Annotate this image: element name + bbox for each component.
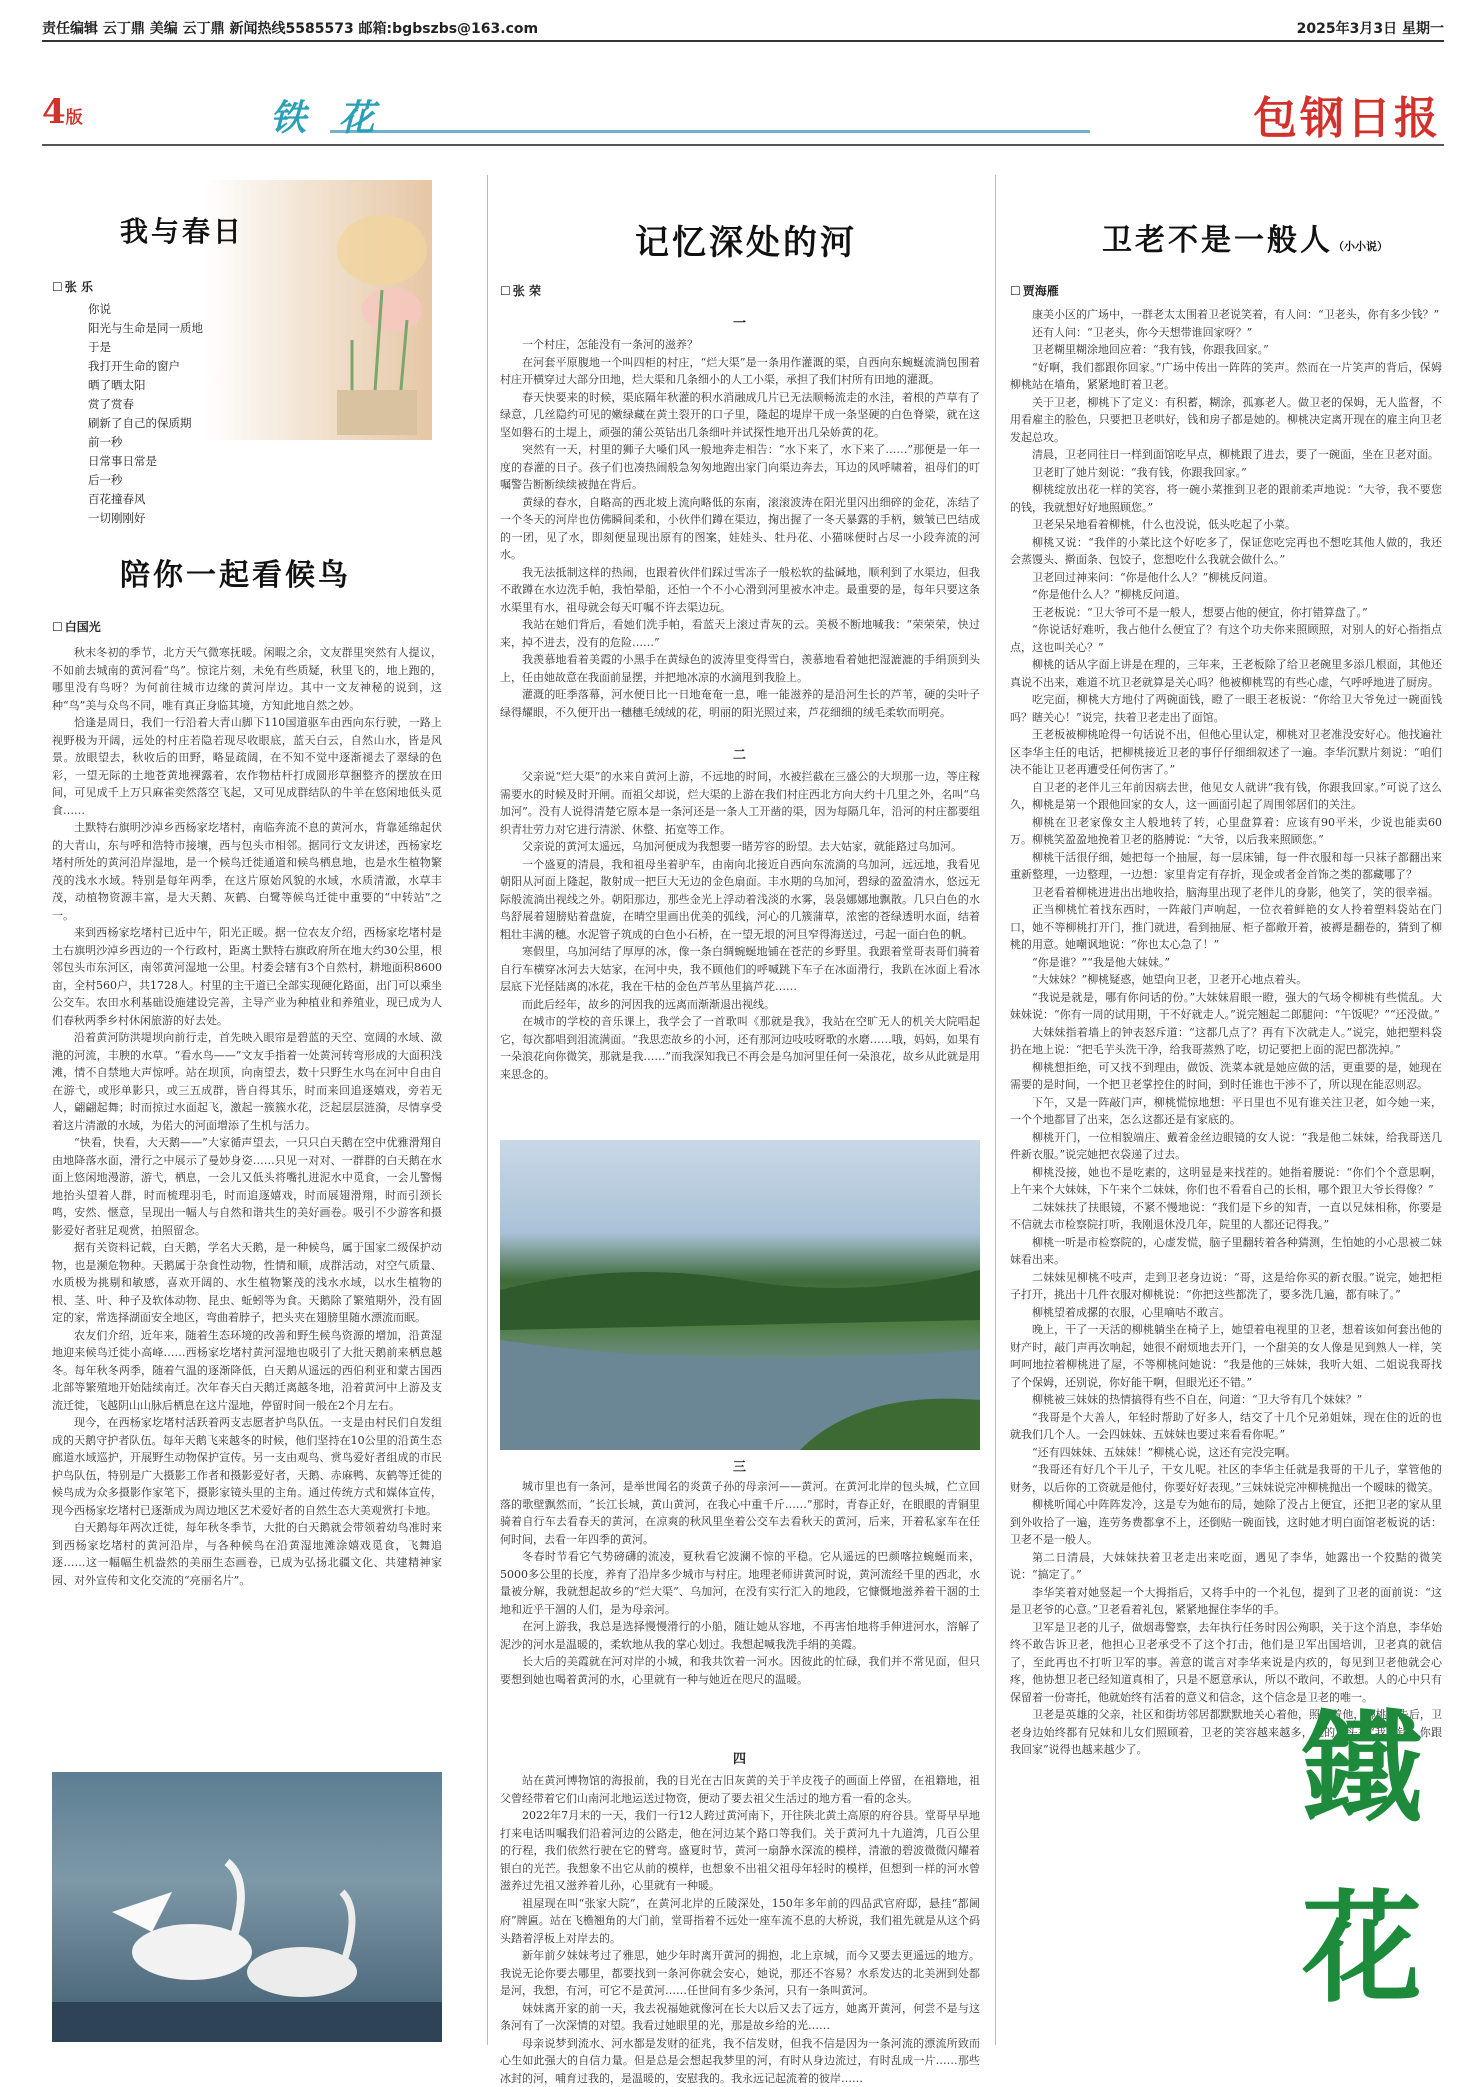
- wei-paragraph: 二妹妹扶了扶眼镜，不紧不慢地说：“我们是下乡的知青，一直以兄妹相称，你要是不信就去市检察院打听，我刚退休没几年，院里的人都还记得我。”: [1010, 1199, 1442, 1234]
- wei-paragraph: 柳桃干活很仔细，她把每一个抽屉，每一层床铺，每一件衣服和每一只袜子都翻出来重新整理，一边整理，一边想：家里肯定有存折，现金或者金首饰之类的都藏哪了？: [1010, 849, 1442, 884]
- wei-paragraph: 柳桃一听是市检察院的，心虚发慌，脑子里翻转着各种猜测，生怕她的小心思被二妹妹看出来。: [1010, 1234, 1442, 1269]
- wei-paragraph: 王老板说：“卫大爷可不是一般人，想要占他的便宜，你打错算盘了。”: [1010, 604, 1442, 622]
- wei-paragraph: 柳桃听闻心中阵阵发冷，这是专为她布的局，她除了没占上便宜，还把卫老的家从里到外收拾了一遍，连劳务费都拿不上，还倒贴一碗面钱，这时她才明白面馆老板说的话：卫老不是一般人。: [1010, 1496, 1442, 1549]
- swans-image: [52, 1772, 442, 2042]
- river-section-3-number: 三: [733, 1456, 746, 1475]
- wei-paragraph: 柳桃绽放出花一样的笑容，将一碗小菜推到卫老的跟前柔声地说：“大爷，我不要您的钱，我就想好好地照顾您。”: [1010, 481, 1442, 516]
- column-divider: [487, 175, 488, 2045]
- calligraphy-artwork: [1282, 1670, 1442, 2040]
- page-number-value: 4: [42, 92, 66, 132]
- wei-paragraph: 康美小区的广场中，一群老太太围着卫老说笑着，有人问：“卫老头，你有多少钱？”: [1010, 306, 1442, 324]
- poem-line: 你说: [88, 300, 203, 319]
- river-section-2-number: 二: [733, 744, 746, 763]
- wei-paragraph: 王老板被柳桃呛得一句话说不出，但他心里认定，柳桃对卫老准没安好心。他找遍社区李华主任的电话，把柳桃接近卫老的事仔仔细细叙述了一遍。李华沉默片刻说：“咱们决不能让卫老再遭受任何伤害了。”: [1010, 726, 1442, 779]
- wei-paragraph: 柳桃在卫老家像女主人般地转了转，心里盘算着：应该有90平米，少说也能卖60万。柳桃笑盈盈地挽着卫老的胳膊说：“大爷，以后我来照顾您。”: [1010, 814, 1442, 849]
- wei-title: [1102, 215, 1388, 259]
- poem-line: 我打开生命的窗户: [88, 357, 203, 376]
- river-paragraph: 春天快要来的时候，渠底隔年秋灌的积水消融成几片已无法顺畅流走的水洼，着根的芦草有了绿意，几丝隐约可见的嫩绿藏在黄土裂开的口子里，隆起的堤岸干成一条坚硬的白色脊梁，就在这坚如磐石的土堤上，顽强的蒲公英钻出几条细叶并试探性地开出几朵娇黄的花。: [500, 389, 980, 442]
- swans-illustration: [52, 1772, 442, 2042]
- page-number-unit: 版: [66, 108, 83, 128]
- spring-poem: [88, 300, 203, 528]
- wei-paragraph: 自卫老的老伴儿三年前因病去世，他见女人就讲“我有钱，你跟我回家。”可说了这么久，柳桃是第一个跟他回家的女人，这一画面引起了周围邻居们的关注。: [1010, 779, 1442, 814]
- river-paragraph: 寒假里，乌加河结了厚厚的冰，像一条白绸蜿蜒地铺在苍茫的乡野里。我跟着堂哥表哥们骑着自行车横穿冰河去大姑家，在河中央，我不顾他们的呼喊跳下车子在冰面滑行，我趴在冰面上看冰层底下光怪陆离的冰花，我在干枯的金色芦苇丛里搞芦花……: [500, 943, 980, 996]
- birds-paragraph: 恰逢是周日，我们一行沿着大青山脚下110国道驱车由西向东行驶，一路上视野极为开阔，远处的村庄若隐若现尽收眼底，蓝天白云，自然山水，皆是风景。放眼望去，秋收后的田野，略显疏阔，在不知不觉中逐渐褪去了翠绿的色彩，一望无际的土地苍黄地裸露着，农作物枯杆打成圆形草捆整齐的摆放在田间，可见成千上万只麻雀奕然落空飞起，又可见成群结队的牛羊在悠闲地低头觅食……: [52, 714, 442, 819]
- river-section-2-body: [500, 768, 980, 1128]
- section-rule: [330, 130, 1090, 133]
- wei-title-text: 卫老不是一般人: [1102, 223, 1333, 258]
- wei-paragraph: “我哥是个大善人，年轻时帮助了好多人，结交了十几个兄弟姐妹，现在住的近的也就我们几个人。一会四妹妹、五妹妹也要过来看看你呢。”: [1010, 1409, 1442, 1444]
- wei-paragraph: “你说话好难听，我占他什么便宜了？有这个功夫你来照顾照，对别人的好心指指点点，这也叫关心？”: [1010, 621, 1442, 656]
- birds-paragraph: “快看，快看，大天鹅——”大家循声望去，一只只白天鹅在空中优雅滑翔自由地降落水面，滑行之中展示了曼妙身姿……只见一对对、一群群的白天鹅在水面上悠闲地漫游，游弋，栖息，一会儿又低头将嘴扎进泥水中觅食，一会儿警惕地抬头望着人群，时而梳理羽毛，时而追逐嬉戏，时而展翅滑翔，时而引颈长鸣，安然、惬意，呈现出一幅人与自然和谐共生的美好画卷。吸引不少游客和摄影爱好者驻足观赏，拍照留念。: [52, 1134, 442, 1239]
- wei-paragraph: 关于卫老，柳桃下了定义：有积蓄，糊涂，孤寡老人。做卫老的保姆，无人监督，不用看雇主的脸色，只要把卫老哄好，钱和房子都是她的。柳桃决定离开现在的雇主向卫老发起总攻。: [1010, 394, 1442, 447]
- column-divider: [995, 175, 996, 2045]
- wei-paragraph: “我说是就是，哪有你问话的份。”大妹妹眉眼一瞪，强大的气场令柳桃有些慌乱。大妹妹说：“你有一周的试用期，干不好就走人。”说完翘起二郎腿问：“午饭呢？”“还没做。”: [1010, 989, 1442, 1024]
- wei-author: ☐ 贾海雁: [1010, 282, 1059, 299]
- river-paragraph: 新年前夕妹妹考过了雅思，她少年时离开黄河的拥抱，北上京城，而今又要去更遥远的地方。我说无论你要去哪里，都要找到一条河你就会安心，她说，那还不容易？水系发达的北美洲到处都是河，我想，有河，可它不是黄河……任世间有多少条河，只有一条叫黄河。: [500, 1947, 980, 2000]
- page-number: [42, 92, 83, 132]
- wei-paragraph: 清晨，卫老同往日一样到面馆吃早点，柳桃跟了进去，要了一碗面，坐在卫老对面。: [1010, 446, 1442, 464]
- poem-line: 晒了晒太阳: [88, 376, 203, 395]
- wei-paragraph: 第二日清晨，大妹妹扶着卫老走出来吃面，遇见了李华，她露出一个狡黠的微笑说：“搞定了。”: [1010, 1549, 1442, 1584]
- wei-paragraph: 柳桃没接，她也不是吃素的，这明显是来找茬的。她指着腰说：“你们个个意思啊，上午来个大妹妹，下午来个二妹妹，你们也不看看自己的长相，哪个跟卫大爷长得像？”: [1010, 1164, 1442, 1199]
- wei-paragraph: 李华笑着对她竖起一个大拇指后，又将手中的一个礼包，提到了卫老的面前说：“这是卫老爷的心意。”卫老看着礼包，紧紧地握住李华的手。: [1010, 1584, 1442, 1619]
- wei-paragraph: 柳桃被三妹妹的热情搞得有些不自在，问道：“卫大爷有几个妹妹？”: [1010, 1391, 1442, 1409]
- birds-paragraph: 沿着黄河防洪堤坝向前行走，首先映入眼帘是碧蓝的天空、宽阔的水域、潋滟的河流，丰腴的水草。“看水鸟——”文友手指着一处黄河转弯形成的大面积浅滩，情不自禁地大声惊呼。站在坝顶，向南望去，数十只野生水鸟在河中自由自在游弋，或形单影只，或三五成群，皆自得其乐，时而来回追逐嬉戏，旁若无人，翩翩起舞；时而掠过水面起飞，激起一簇簇水花，泛起层层涟漪，尽情享受着这片清澈的水域，为偌大的河面增添了生机与活力。: [52, 1029, 442, 1134]
- wei-paragraph: “你是谁？”“我是他大妹妹。”: [1010, 954, 1442, 972]
- wei-paragraph: 下午，又是一阵敲门声，柳桃慌惊地想：平日里也不见有谁关注卫老，如今她一来，一个个地都冒了出来，怎么这都还是有家底的。: [1010, 1094, 1442, 1129]
- river-paragraph: 而此后经年，故乡的河因我的远离而渐渐退出视线。: [500, 996, 980, 1014]
- river-paragraph: 我无法抵制这样的热闹，也跟着伙伴们踩过雪冻子一般松软的盐碱地，顺利到了水渠边，但我不敢蹲在水边洗手帕，我怕晕船，还怕一个不小心滑到河里被水冲走。最重要的是，每年只要这条水渠里有水，祖母就会每天叮嘱不许去渠边玩。: [500, 564, 980, 617]
- birds-paragraph: 来到西杨家圪堵村已近中午，阳光正暖。据一位农友介绍，西杨家圪堵村是土右旗明沙淖乡西边的一个行政村，距离土默特右旗政府所在地大约30公里，根邻包头市东河区，南邻黄河湿地一公里。村委会辖有3个自然村，耕地面积8600亩，全村560户，共1728人。村里的主干道已全部实现硬化路面，出门可以乘坐公交车。农田水利基础设施建设完善，主导产业为种植业和养殖业，现已成为人们春秋两季乡村休闲旅游的好去处。: [52, 924, 442, 1029]
- section-title: 铁 花: [270, 90, 385, 141]
- river-paragraph: 城市里也有一条河，是举世闻名的炎黄子孙的母亲河——黄河。在黄河北岸的包头城，伫立回落的歌壁飘然而，“长江长城，黄山黄河，在我心中重千斤……”那时，青春正好，在眼眼的青铜里骑着自行车去看春天的黄河，在凉爽的秋风里坐着公交车去看秋天的黄河，后来，开着私家车在任何时间，去看一年四季的黄河。: [500, 1478, 980, 1548]
- newspaper-logo: 包钢日报: [1253, 82, 1441, 146]
- birds-author: ☐ 白国光: [52, 618, 101, 635]
- river-paragraph: 母亲说梦到流水、河水都是发财的征兆，我不信发财，但我不信是因为一条河流的漂流所致而心生如此强大的自信力量。但是总是会想起我梦里的河，有时从身边流过，有时乱成一片……那些冰封的河，哺育过我的，是温暖的，安慰我的。我永远记起流着的彼岸……: [500, 2035, 980, 2087]
- wei-paragraph: 卫老看着柳桃进进出出地收拾，脑海里出现了老伴儿的身影，他笑了，笑的很幸福。: [1010, 884, 1442, 902]
- page-header: [42, 14, 1444, 42]
- wei-paragraph: 柳桃的话从字面上讲是在理的，三年来，王老板除了给卫老碗里多添几根面，其他还真说不出来，难道不坑卫老就算是关心吗？他被柳桃骂的有些心虚，气呼呼地进了厨房。: [1010, 656, 1442, 691]
- wei-paragraph: 柳桃望着成摞的衣服，心里嘀咕不敢言。: [1010, 1304, 1442, 1322]
- river-illustration: [500, 1140, 980, 1450]
- birds-paragraph: 据有关资料记载，白天鹅，学名大天鹅，是一种候鸟，属于国家二级保护动物，也是濒危物种。天鹅属于杂食性动物，性情和顺，成群活动，对空气质量、水质极为挑剔和敏感，喜欢开阔的、水生植物繁茂的浅水水域，以水生植物的根、茎、叶、种子及软体动物、昆虫、蚯蚓等为食。天鹅除了繁殖期外，没有固定的家，常选择湖面安全地区，弯曲着脖子，把头夹在翅膀里随水漂流而眠。: [52, 1239, 442, 1327]
- birds-title: 陪你一起看候鸟: [120, 550, 351, 594]
- river-paragraph: 祖屋现在叫“张家大院”，在黄河北岸的丘陵深处，150年多年前的四品武官府邸，悬挂“都阃府”牌匾。站在飞檐翘角的大门前，堂哥指着不远处一座车流不息的大桥说，我们祖先就是从这个码头踏着浮板上对岸去的。: [500, 1895, 980, 1948]
- spring-title: 我与春日: [120, 210, 244, 250]
- river-title: 记忆深处的河: [635, 215, 857, 264]
- wei-body-top: [1010, 306, 1442, 1646]
- wei-paragraph: “你是他什么人？”柳桃反问道。: [1010, 586, 1442, 604]
- river-landscape-image: [500, 1140, 980, 1450]
- wei-paragraph: “我哥还有好几个干儿子，干女儿呢。社区的李华主任就是我哥的干儿子，掌管他的财务，以后你的工资就是他付，你要好好表现。”三妹妹说完冲柳桃抛出一个暧昧的微笑。: [1010, 1461, 1442, 1496]
- river-section-1-number: 一: [733, 312, 746, 331]
- spring-author: ☐ 张 乐: [52, 278, 93, 295]
- river-section-3-body: [500, 1478, 980, 1740]
- wei-paragraph: 卫老糊里糊涂地回应着：“我有钱，你跟我回家。”: [1010, 341, 1442, 359]
- river-paragraph: 妹妹离开家的前一天，我去祝福她就像河在长大以后又去了远方，她离开黄河，何尝不是与这条河有了一次深情的对望。我看过她眼里的光，那是故乡给的光……: [500, 2000, 980, 2035]
- calligraphy-char-2: 花: [1302, 1878, 1422, 2019]
- calligraphy-char-1: 鐵: [1301, 1698, 1422, 1839]
- calligraphy-tiehua: [1282, 1670, 1442, 2040]
- river-paragraph: 父亲说的黄河太遥远，乌加河便成为我想要一睹芳容的盼望。去大姑家，就能路过乌加河。: [500, 838, 980, 856]
- poem-line: 阳光与生命是同一质地: [88, 319, 203, 338]
- river-paragraph: 一个盛夏的清晨，我和祖母坐着驴车，由南向北接近自西向东流淌的乌加河，远远地，我看见朝阳从河面上隆起，散射成一把巨大无边的金色扇面。丰水期的乌加河，碧绿的盈盈清水，悠远无际般流淌出视线之外。朝阳那边，那些金光上浮动着浅淡的水雾，袅袅娜娜地飘散。几只白色的水鸟舒展着翅膀贴着盘旋，在晴空里画出优美的弧线，河心的几簇蒲草，浓密的苍绿透明水面，结着粗壮丰满的穗。水泥管子筑成的白色小石桥，在一望无垠的河旦窄得海送过，弓起一面白色的帆。: [500, 856, 980, 944]
- river-paragraph: 一个村庄，怎能没有一条河的滋养？: [500, 336, 980, 354]
- wei-paragraph: 晚上，干了一天活的柳桃躺坐在椅子上，她望着电视里的卫老，想着该如何套出他的财产时，敲门声再次响起，她很不耐烦地去开门，一个甜美的女人像是见到熟人一样，笑呵呵地拉着柳桃进了屋，不等柳桃问她说：“我是他的三妹妹，我听大姐、二姐说我哥找了个保姆，还别说，你好能干啊，但眼光还不错。”: [1010, 1321, 1442, 1391]
- river-section-4-number: 四: [733, 1748, 746, 1767]
- river-paragraph: 在城市的学校的音乐课上，我学会了一首歌叫《那就是我》，我站在空旷无人的机关大院唱起它，每次都唱到泪流满面。“我思恋故乡的小河，还有那河边吱吱呀歌的水磨……哦，妈妈，如果有一朵浪花向你微笑，那就是我……”而我深知我已不再会是乌加河里任何一朵浪花，故乡从此就是用来思念的。: [500, 1013, 980, 1083]
- poem-line: 百花撞春风: [88, 490, 203, 509]
- poem-line: 赏了赏春: [88, 395, 203, 414]
- wei-paragraph: “好啊，我们都跟你回家。”广场中传出一阵阵的笑声。然而在一片笑声的背后，保姆柳桃站在墙角，紧紧地盯着卫老。: [1010, 359, 1442, 394]
- wei-body-bottom: [1010, 1646, 1272, 2046]
- poem-line: 刷新了自己的保质期: [88, 414, 203, 433]
- birds-paragraph: 农友们介绍，近年来，随着生态环境的改善和野生候鸟资源的增加，沿黄湿地迎来候鸟迁徙小高峰……西杨家圪堵村黄河湿地也吸引了大批天鹅前来栖息越冬。每年秋冬两季，随着气温的逐渐降低，白天鹅从遥远的西伯利亚和蒙古国西北部等繁殖地开始陆续南迁。次年春天白天鹅迁离越冬地，沿着黄河中上游及支流迁徙，飞越阴山山脉后栖息在这片湿地，停留时间一般在2个月左右。: [52, 1327, 442, 1415]
- birds-paragraph: 秋末冬初的季节，北方天气微寒抚暖。闲暇之余，文友群里突然有人提议，不如前去城南的黄河看“鸟”。惊诧片刻，未免有些质疑，秋里飞的，地上跑的，哪里没有鸟呀？为何前往城市边缘的黄河岸边。其中一文友神秘的说到，这种“鸟”美与众鸟不同，唯有真正身临其境，方知此地自然之妙。: [52, 644, 442, 714]
- poem-line: 前一秒: [88, 433, 203, 452]
- river-paragraph: 站在黄河博物馆的海报前，我的目光在古旧灰黄的关于羊皮筏子的画面上停留，在祖籍地，祖父曾经带着它们山南河北地运送过物资，便动了要去祖父生活过的地方看一看的念头。: [500, 1772, 980, 1807]
- section-band: [42, 72, 1444, 146]
- poem-line: 于是: [88, 338, 203, 357]
- river-paragraph: 2022年7月末的一天，我们一行12人跨过黄河南下，开往陕北黄土高原的府谷县。堂哥早早地打来电话叫嘱我们沿着河边的公路走，他在河边某个路口等我们。关于黄河九十九道湾，几百公里的行程，我们依然行驶在它的臂弯。盛夏时节，黄河一扇静水深流的模样，清澈的碧波微微闪耀着银白的光芒。我想象不出它从前的模样，也想象不出祖父祖母年轻时的模样，但想到一样的河水曾滋养过先祖又滋养着儿孙，心里就有一种暖。: [500, 1807, 980, 1895]
- wei-paragraph: 柳桃开门，一位相貌端庄、戴着金丝边眼镜的女人说：“我是他二妹妹，给我哥送几件新衣服。”说完她把衣袋递了过去。: [1010, 1129, 1442, 1164]
- river-paragraph: 冬春时节看它气势磅礴的流凌，夏秋看它波澜不惊的平稳。它从遥远的巴颜喀拉蜿蜒而来，5000多公里的长度，养育了沿岸多少城市与村庄。地理老师讲黄河时说，黄河流经千里的西北，水量被分解，我就想起故乡的“烂大渠”、乌加河，在没有实行汇入的地段，它慷慨地滋养着干涸的土地和近乎干涸的人们，是为母亲河。: [500, 1548, 980, 1618]
- wei-paragraph: 卫老盯了她片刻说：“我有钱，你跟我回家。”: [1010, 464, 1442, 482]
- wei-paragraph: 柳桃想拒绝，可又找不到理由，做饭、洗菜本就是她应做的活，更重要的是，她现在需要的是时间，一个把卫老掌控住的时间，到时任谁也干涉不了，所以现在能忍则忍。: [1010, 1059, 1442, 1094]
- wei-paragraph: 卫老是英雄的父亲，社区和街坊邻居都默默地关心着他，照顾着他，柳桃消失后，卫老身边始终都有兄妹和儿女们照顾着，卫老的笑容越来越多，他的口头禅“我有钱，你跟我回家”说得也越来越少了。: [1010, 1706, 1442, 1759]
- wei-title-tag: （小小说）: [1333, 240, 1388, 253]
- river-section-4-body: [500, 1772, 980, 2044]
- poem-line: 后一秒: [88, 471, 203, 490]
- poem-line: 一切刚刚好: [88, 509, 203, 528]
- river-author: ☐ 张 荣: [500, 282, 541, 299]
- wei-paragraph: 柳桃又说：“我伴的小菜比这个好吃多了，保证您吃完再也不想吃其他人做的，我还会蒸馒头、擀面条、包饺子，您想吃什么我就会做什么。”: [1010, 534, 1442, 569]
- birds-body: [52, 644, 442, 1762]
- birds-paragraph: 白天鹅每年两次迁徙，每年秋冬季节，大批的白天鹅就会带领着幼鸟准时来到西杨家圪堵村的黄河沿岸，与各种候鸟在沿黄湿地滩涂嬉戏觅食，飞舞追逐……这一幅幅生机盎然的美丽生态画卷，已成为弘扬北疆文化、共建精神家园、对外宣传和文化交流的“亮丽名片”。: [52, 1519, 442, 1589]
- river-paragraph: 在河套平原腹地一个叫四柜的村庄，“烂大渠”是一条用作灌溉的渠，自西向东蜿蜒流淌包围着村庄开横穿过大部分田地，烂大渠和几条细小的人工小渠，承担了我们村所有田地的灌溉。: [500, 354, 980, 389]
- wei-paragraph: 正当柳桃忙着找东西时，一阵敲门声响起，一位衣着鲜艳的女人拎着塑料袋站在门口，她不等柳桃打开门，推门就进，看到抽屉、柜子都敞开着，被褥是翻卷的，猜到了柳桃的用意。她嘲讽地说：“你也太心急了！”: [1010, 901, 1442, 954]
- river-paragraph: 我站在她们背后，看她们洗手帕，看蓝天上滚过青灰的云。美极不断地喊我：“荣荣荣，快过来，掉不进去，没有的危险……”: [500, 616, 980, 651]
- river-paragraph: 长大后的美霞就在河对岸的小城，和我共饮着一河水。因彼此的忙碌，我们并不常见面，但只要想到她也喝着黄河的水，心里就有一种与她近在咫尺的温暖。: [500, 1653, 980, 1688]
- river-paragraph: 在河上游我，我总是选择慢慢滑行的小船，随让她从容地，不再害怕地将手伸进河水，溶解了泥沙的河水是温暖的，柔软地从我的掌心划过。我想起喊我洗手绢的美霞。: [500, 1618, 980, 1653]
- wei-paragraph: 卫老呆呆地看着柳桃，什么也没说，低头吃起了小菜。: [1010, 516, 1442, 534]
- birds-paragraph: 现今，在西杨家圪堵村活跃着两支志愿者护鸟队伍。一支是由村民们自发组成的天鹅守护者队伍。每年天鹅飞来越冬的时候，他们坚持在10公里的沿黄生态廊道水域巡护，开展野生动物保护宣传。另一支由观鸟、赏鸟爱好者组成的市民护鸟队伍，特别是广大摄影工作者和摄影爱好者，天鹅、赤麻鸭、灰鹤等迁徙的候鸟成为众多摄影作家笔下，摄影家镜头里的主角。通过传统方式和媒体宣传，现今西杨家圪堵村已逐渐成为周边地区艺术爱好者的自然生态大美观赏打卡地。: [52, 1414, 442, 1519]
- header-date: 2025年3月3日 星期一: [1297, 18, 1444, 38]
- birds-paragraph: 土默特右旗明沙淖乡西杨家圪堵村，南临奔流不息的黄河水，背靠延绵起伏的大青山，东与呼和浩特市接壤，西与包头市相邻。据同行文友讲述，西杨家圪堵村所处的黄河沿岸湿地，是一个候鸟迁徙通道和候鸟栖息地，也是水生植物繁茂的浅水水域。特别是每年两季，在这片原始风貌的水域，水质清澈，水草丰茂，动植物资源丰富，是大天鹅、灰鹤、白鹭等候鸟迁徙中重要的“中转站”之一。: [52, 819, 442, 924]
- poem-line: 日常事日常是: [88, 452, 203, 471]
- wei-paragraph: 卫老回过神来问：“你是他什么人？”柳桃反问道。: [1010, 569, 1442, 587]
- river-paragraph: 突然有一天，村里的狮子大嗓们风一般地奔走相告：“水下来了，水下来了……”那便是一年一度的春灌的日子。孩子们也凑热闹般急匆匆地跑出家门向渠边奔去，耳边的风呼啸着，祖母们的叮嘱警告断断续续被抛在背后。: [500, 441, 980, 494]
- wei-paragraph: 二妹妹见柳桃不吱声，走到卫老身边说：“哥，这是给你买的新衣服。”说完，她把柜子打开，挑出十几件衣服对柳桃说：“你把这些都洗了，要多洗几遍，都有味了。”: [1010, 1269, 1442, 1304]
- river-paragraph: 灌溉的旺季落幕，河水便日比一日地奄奄一息，唯一能滋养的是沿河生长的芦苇，硬的尖叶子绿得耀眼，不久便开出一穗穗毛绒绒的花，明丽的阳光照过来，芦花细细的绒毛柔软而明亮。: [500, 686, 980, 721]
- wei-paragraph: “还有四妹妹、五妹妹！”柳桃心说，这还有完没完啊。: [1010, 1444, 1442, 1462]
- wei-paragraph: “大妹妹？”柳桃疑惑，她望向卫老，卫老开心地点着头。: [1010, 971, 1442, 989]
- river-paragraph: 黄绿的春水，自略高的西北坡上流向略低的东南，滚滚波涛在阳光里闪出细碎的金花，冻结了一个冬天的河岸也仿佛瞬间柔和，小伙伴们蹲在渠边，掬出握了一冬天暴露的手柄，皴皱已巴结成的一团，见了水，即刻便显现出原有的图案，娃娃头、牡丹花、小猫咪便时占尽一小段奔流的河水。: [500, 494, 980, 564]
- river-paragraph: 父亲说“烂大渠”的水来自黄河上游，不远地的时间，水被拦截在三盛公的大坝那一边，等庄稼需要水的时候及时开闸。而祖父却说，烂大渠的上游在我们村庄西北方向大约十几里之外，名叫“乌加河”。没有人说得清楚它原本是一条河还是一条人工开凿的渠，因为每隔几年，沿河的村庄都要组织青壮劳力对它进行清淤、休整、拓宽等工作。: [500, 768, 980, 838]
- wei-paragraph: 吃完面，柳桃大方地付了两碗面钱，瞪了一眼王老板说：“你给卫大爷免过一碗面钱吗？瞎关心！”说完，扶着卫老走出了面馆。: [1010, 691, 1442, 726]
- river-section-1-body: [500, 336, 980, 736]
- wei-paragraph: 还有人问：“卫老头，你今天想带谁回家呀？”: [1010, 324, 1442, 342]
- wei-paragraph: 卫军是卫老的儿子，做烟毒警察，去年执行任务时因公殉职，关于这个消息，李华始终不敢告诉卫老，他担心卫老承受不了这个打击，他们是卫军出国培训，卫老真的就信了，至此再也不打听卫军的事。善意的谎言对李华来说是内疚的，每见到卫老他就会心疼，他协想卫老已经知道真相了，只是不愿意承认，所以不敢问，不敢想。人的心中只有保留着一份寄托，他就始终有活着的意义和信念，这个信念是卫老的唯一。: [1010, 1619, 1442, 1707]
- header-editors: 责任编辑 云丁鼎 美编 云丁鼎 新闻热线5585573 邮箱:bgbszbs@163.com: [42, 18, 538, 38]
- river-paragraph: 我羡慕地看着美霞的小黑手在黄绿色的波涛里变得雪白，羡慕地看着她把湿漉漉的手绢顶到头上，任由她故意在我面前显摆，并把地冰凉的水滴甩到我脸上。: [500, 651, 980, 686]
- wei-paragraph: 大妹妹指着墙上的钟表怒斥道：“这都几点了？再有下次就走人。”说完，她把塑料袋扔在地上说：“把毛芋头洗干净，给我哥蒸熟了吃，切记要把上面的泥巴都洗掉。”: [1010, 1024, 1442, 1059]
